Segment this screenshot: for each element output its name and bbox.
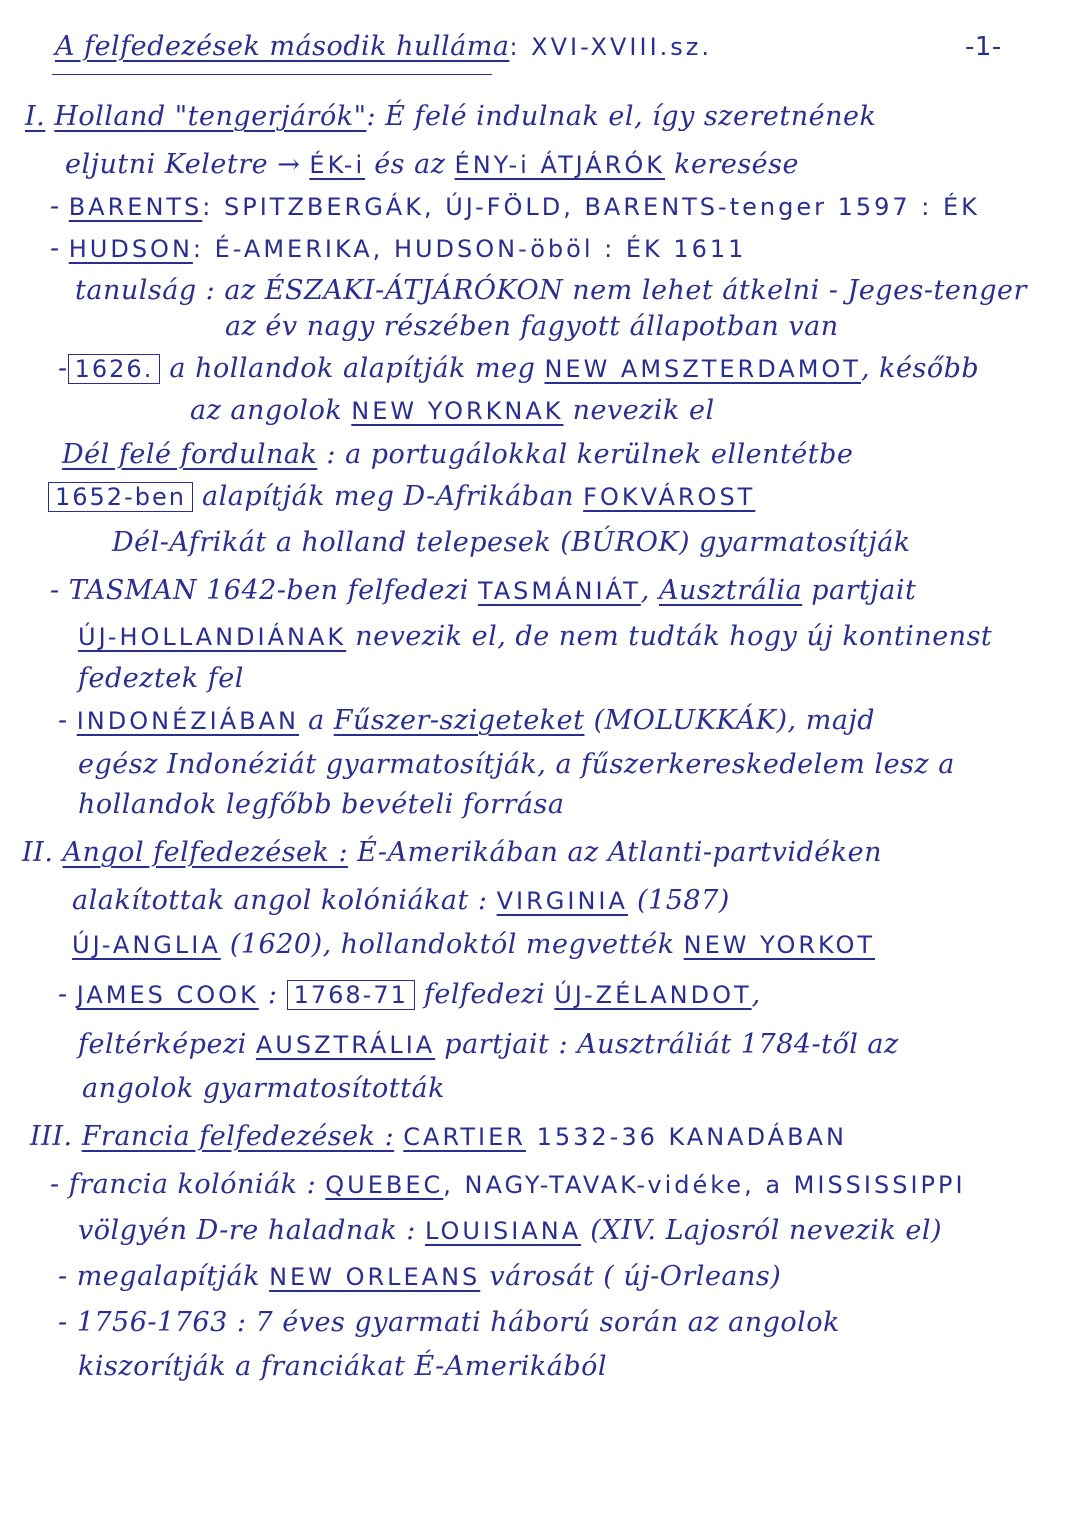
year-1768-71-box: 1768-71 (287, 980, 415, 1010)
cartier: CARTIER (403, 1123, 526, 1151)
virginia-line: alakítottak angol kolóniákat : VIRGINIA (1587) (72, 885, 730, 916)
new-holland-line-2: fedeztek fel (78, 663, 244, 694)
title-double-underline (52, 74, 492, 75)
section-1-heading-line (25, 100, 876, 134)
section-3-heading: Francia felfedezések : (81, 1121, 395, 1152)
hudson-name: HUDSON (68, 235, 193, 263)
new-orleans-line: - megalapítják NEW ORLEANS városát ( új-Orleans) (58, 1261, 782, 1292)
australia: Ausztrália (658, 575, 803, 606)
louisiana: LOUISIANA (424, 1217, 582, 1245)
french-colonies-line: - francia kolóniák : QUEBEC, NAGY-TAVAK-vidéke, a MISSISSIPPI (50, 1169, 966, 1200)
australia-line: feltérképezi AUSZTRÁLIA partjait : Ausztráliát 1784-től az (78, 1029, 899, 1060)
virginia: VIRGINIA (496, 887, 628, 915)
south-line: Dél felé fordulnak : a portugálokkal kerülnek ellentétbe (62, 439, 854, 470)
title-period: : XVI-XVIII.sz. (509, 33, 713, 61)
new-holland: ÚJ-HOLLANDIÁNAK (78, 623, 347, 651)
new-holland-line: ÚJ-HOLLANDIÁNAK nevezik el, de nem tudták hogy új kontinenst (78, 621, 993, 652)
lesson-line-2: az év nagy részében fagyott állapotban van (225, 311, 839, 342)
section-1-line-2: eljutni Keletre → ÉK-i és az ÉNY-i ÁTJÁRÓK keresése (65, 149, 799, 180)
page-title (55, 30, 712, 64)
cape-town-line: 1652-ben alapítják meg D-Afrikában FOKVÁROST (48, 480, 755, 514)
indonesia-line-2: egész Indonéziát gyarmatosítják, a fűszerkereskedelem lesz a (78, 749, 955, 780)
louisiana-line: völgyén D-re haladnak : LOUISIANA (XIV. Lajosról nevezik el) (78, 1215, 943, 1246)
new-zealand: ÚJ-ZÉLANDOT (554, 981, 752, 1009)
indonesia-line: - INDONÉZIÁBAN a Fűszer-szigeteket (MOLUKKÁK), majd (58, 705, 876, 736)
barents-details: : SPITZBERGÁK, ÚJ-FÖLD, BARENTS-tenger 1597 : ÉK (202, 193, 980, 221)
year-1626-box: 1626. (68, 354, 161, 384)
boer-line: Dél-Afrikát a holland telepesek (BÚROK) gyarmatosítják (112, 527, 911, 558)
lesson-line-1: tanulság : az ÉSZAKI-ÁTJÁRÓKON nem lehet átkelni - Jeges-tenger (75, 275, 1027, 306)
year-1652-box: 1652-ben (48, 482, 193, 512)
section-2-numeral: II. (22, 837, 54, 868)
cook-line: - JAMES COOK : 1768-71 felfedezi ÚJ-ZÉLANDOT, (58, 979, 761, 1010)
hudson-line: - HUDSON: É-AMERIKA, HUDSON-öböl : ÉK 1611 (50, 233, 747, 264)
seven-years-war-line: - 1756-1763 : 7 éves gyarmati háború során az angolok (58, 1307, 840, 1338)
title-text: A felfedezések második hulláma (55, 31, 510, 62)
new-york: NEW YORKNAK (351, 397, 564, 425)
new-orleans: NEW ORLEANS (269, 1263, 481, 1291)
section-2-heading-line: II. Angol felfedezések : É-Amerikában az Atlanti-partvidéken (22, 837, 882, 868)
new-amsterdam-line: - 1626. a hollandok alapítják meg NEW AMSZTERDAMOT, később (58, 353, 980, 384)
tasman-line: - TASMAN 1642-ben felfedezi TASMÁNIÁT, Ausztrália partjait (50, 575, 917, 606)
new-amsterdam: NEW AMSZTERDAMOT (544, 355, 861, 383)
section-3-numeral: III. (30, 1121, 73, 1152)
australia-line-2: angolok gyarmatosították (82, 1073, 445, 1104)
section-1-line-1: : É felé indulnak el, így szeretnének (366, 101, 877, 132)
eny-passage: ÉNY-i ÁTJÁRÓK (454, 151, 666, 179)
section-1-heading: Holland "tengerjárók" (54, 101, 367, 132)
hudson-details: : É-AMERIKA, HUDSON-öböl : ÉK 1611 (192, 235, 747, 263)
barents-line: - BARENTS: SPITZBERGÁK, ÚJ-FÖLD, BARENTS-tenger 1597 : ÉK (50, 191, 980, 222)
south-heading: Dél felé fordulnak (62, 439, 318, 470)
new-england: ÚJ-ANGLIA (72, 931, 221, 959)
section-3-heading-line: III. Francia felfedezések : CARTIER 1532-36 KANADÁBAN (30, 1121, 847, 1152)
ek-passage: ÉK-i (309, 151, 366, 179)
indonesia: INDONÉZIÁBAN (76, 707, 300, 735)
seven-years-war-line-2: kiszorítják a franciákat É-Amerikából (78, 1351, 608, 1382)
australia-caps: AUSZTRÁLIA (255, 1031, 436, 1059)
section-1-numeral: I. (25, 101, 46, 132)
indonesia-line-3: hollandok legfőbb bevételi forrása (78, 789, 565, 820)
tasmania: TASMÁNIÁT (477, 577, 641, 605)
new-york-bought: NEW YORKOT (683, 931, 876, 959)
section-2-heading: Angol felfedezések : (62, 837, 349, 868)
spice-islands: Fűszer-szigeteket (333, 705, 585, 736)
new-york-line: az angolok NEW YORKNAK nevezik el (190, 395, 715, 426)
james-cook: JAMES COOK (76, 981, 259, 1009)
barents-name: BARENTS (68, 193, 203, 221)
cape-town: FOKVÁROST (583, 483, 756, 511)
new-england-line: ÚJ-ANGLIA (1620), hollandoktól megvették NEW YORKOT (72, 929, 876, 960)
quebec: QUEBEC (325, 1171, 444, 1199)
page-number: -1- (965, 32, 1002, 62)
